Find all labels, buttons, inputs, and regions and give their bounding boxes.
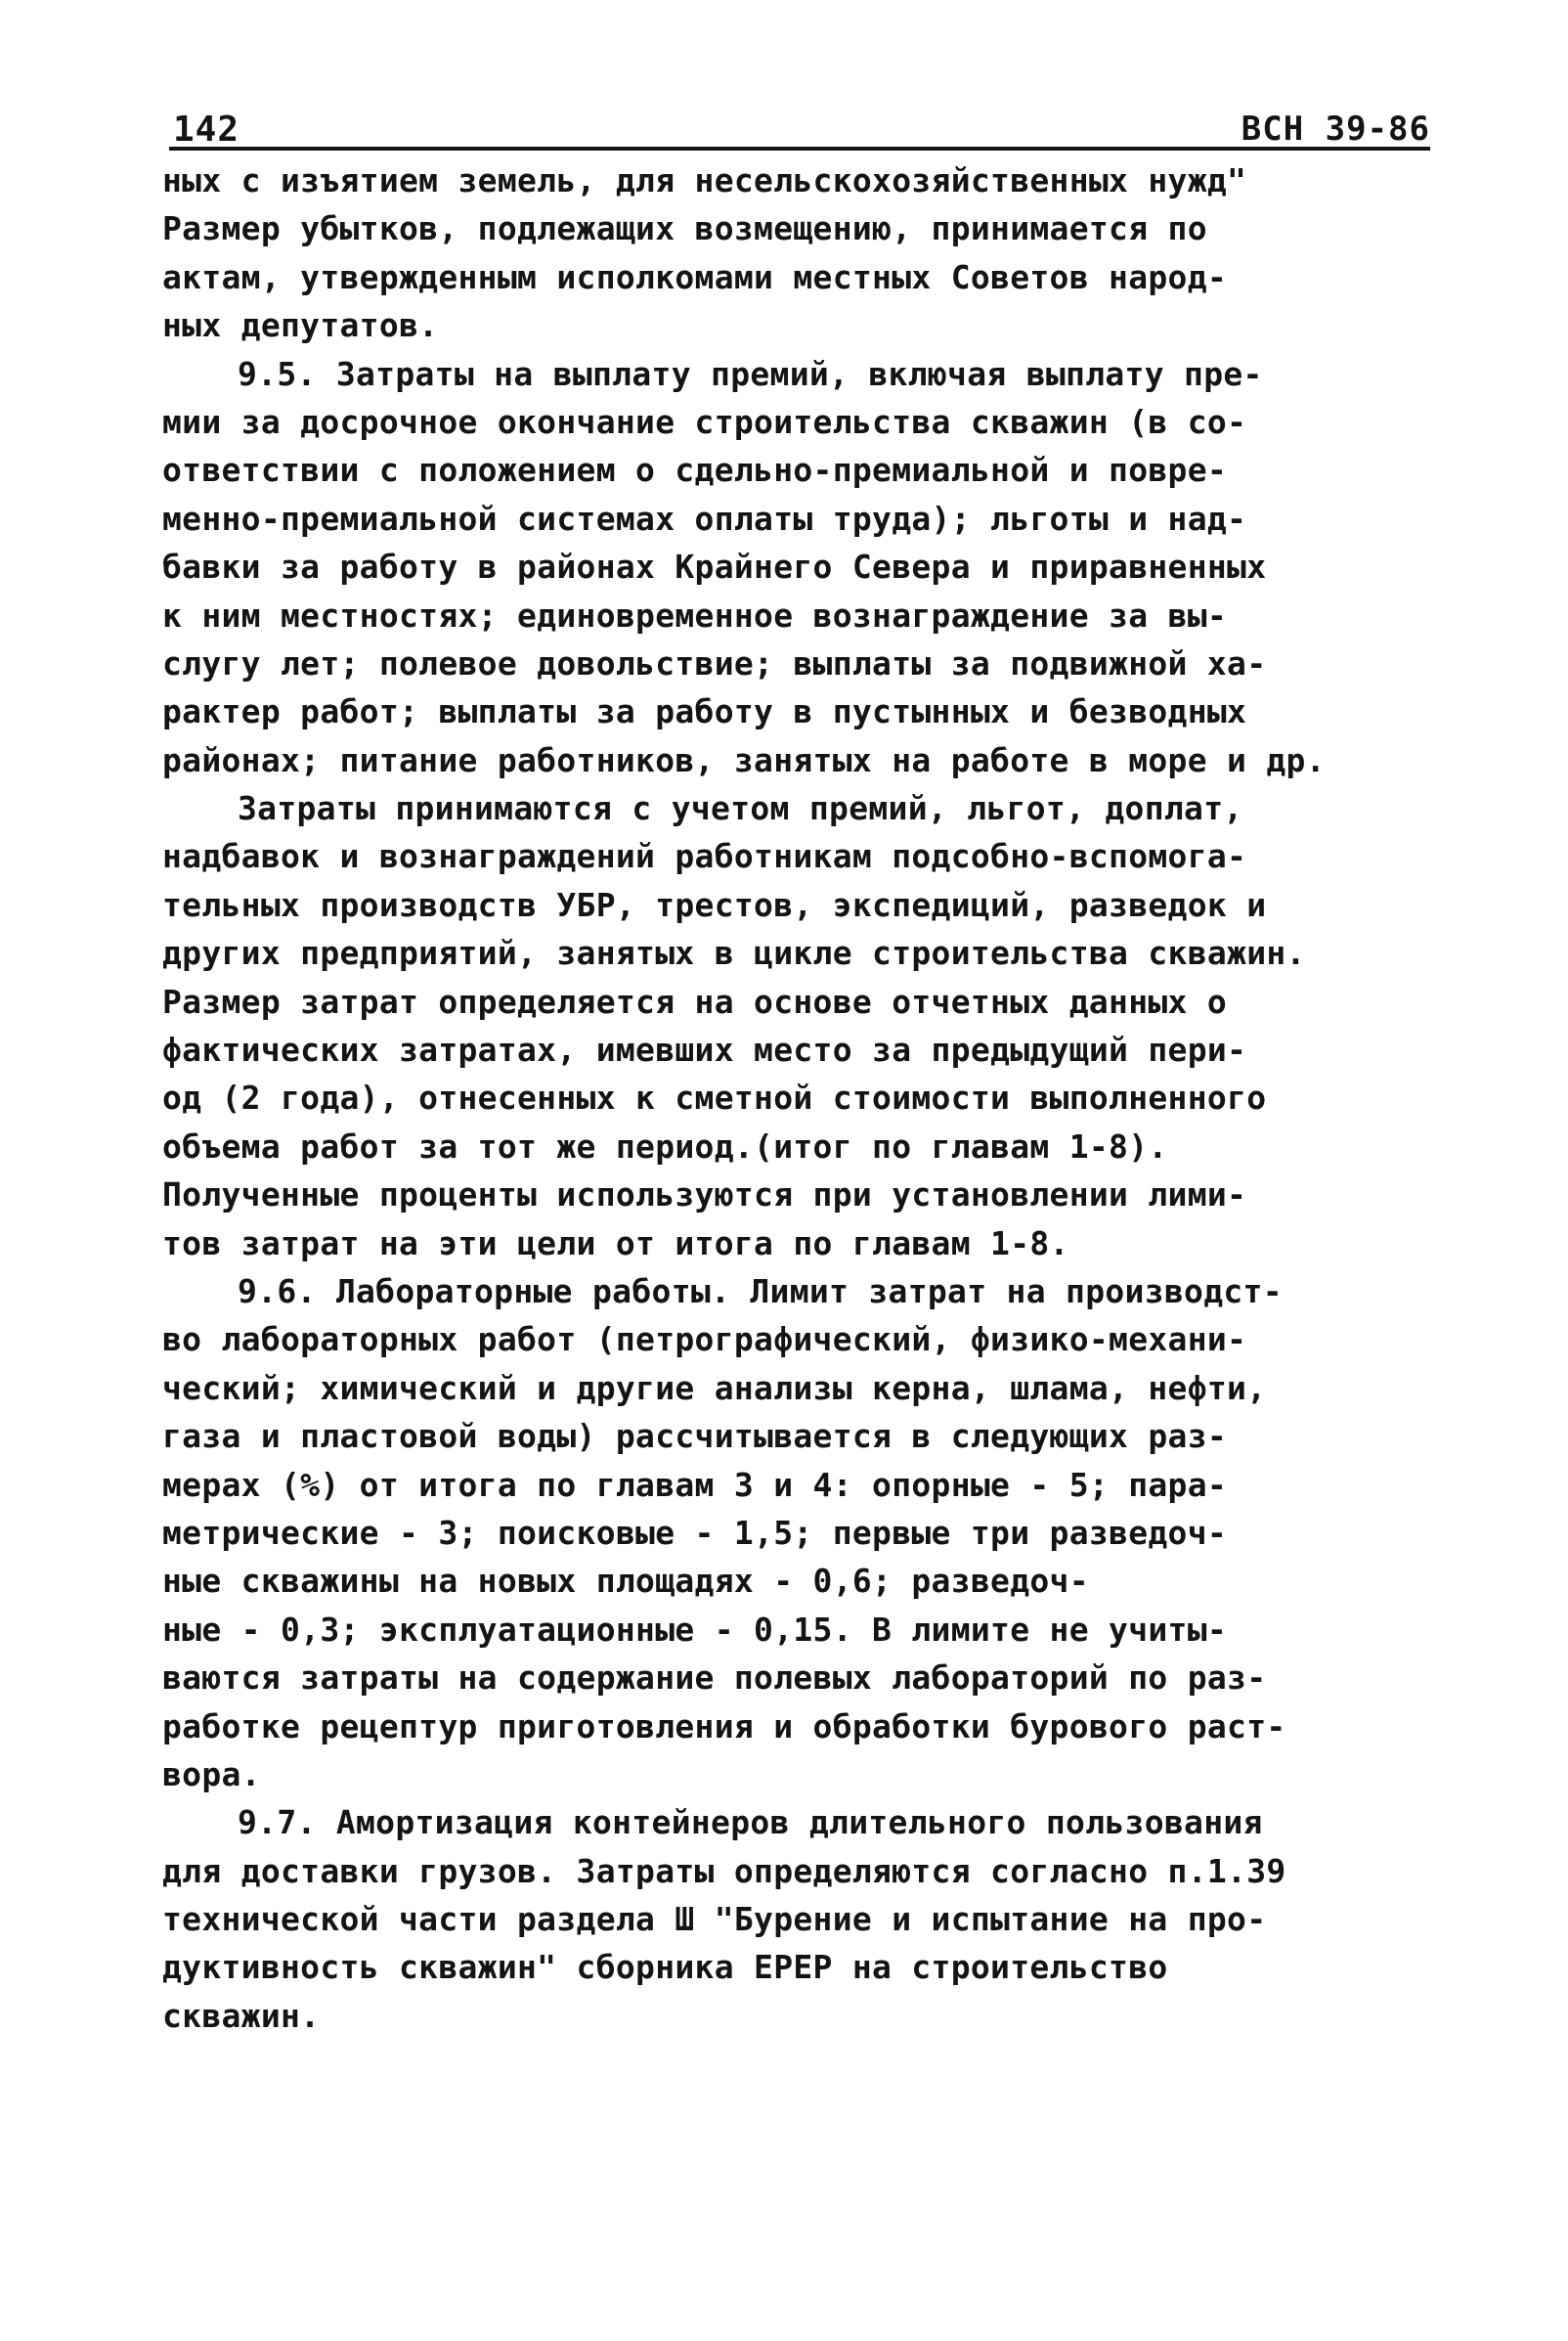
paragraph-9-5 — [162, 350, 1443, 785]
text-line: других предприятий, занятых в цикле строительства скважин. — [162, 934, 1306, 973]
text-line: вора. — [162, 1754, 261, 1793]
text-line: районах; питание работников, занятых на работе в море и др. — [162, 740, 1326, 779]
text-line: газа и пластовой воды) рассчитывается в следующих раз- — [162, 1417, 1228, 1456]
text-line: актам, утвержденным исполкомами местных Советов народ- — [162, 257, 1228, 296]
text-line: во лабораторных работ (петрографический, физико-механи- — [162, 1320, 1247, 1359]
text-line: слугу лет; полевое довольствие; выплаты за подвижной ха- — [162, 643, 1267, 683]
text-line: тов затрат на эти цели от итога по главам 1-8. — [162, 1223, 1069, 1262]
text-line: ные - 0,3; эксплуатационные - 0,15. В лимите не учиты- — [162, 1610, 1228, 1649]
text-line: од (2 года), отнесенных к сметной стоимости выполненного — [162, 1079, 1267, 1118]
text-line: ческий; химический и другие анализы керна, шлама, нефти, — [162, 1368, 1267, 1407]
text-line: ответствии с положением о сдельно-премиальной и повре- — [162, 451, 1228, 490]
text-line: ных депутатов. — [162, 306, 439, 345]
text-line: для доставки грузов. Затраты определяются согласно п.1.39 — [162, 1851, 1286, 1890]
text-line: ные скважины на новых площадях - 0,6; разведоч- — [162, 1562, 1089, 1601]
paragraph-continuation — [162, 156, 1443, 350]
text-line: к ним местностях; единовременное вознаграждение за вы- — [162, 596, 1228, 635]
text-line: Размер убытков, подлежащих возмещению, принимается по — [162, 209, 1207, 248]
text-line: мерах (%) от итога по главам 3 и 4: опорные - 5; пара- — [162, 1465, 1228, 1504]
text-line: технической части раздела Ш "Бурение и испытание на про- — [162, 1900, 1267, 1939]
paragraph-costs — [162, 784, 1443, 1267]
text-line: дуктивность скважин" сборника ЕРЕР на строительство — [162, 1948, 1168, 1987]
text-line: ных с изъятием земель, для несельскохозяйственных нужд" — [162, 161, 1247, 199]
text-line: бавки за работу в районах Крайнего Севера и приравненных — [162, 548, 1267, 587]
text-line: менно-премиальной системах оплаты труда); льготы и над- — [162, 499, 1247, 538]
text-line: 9.5. Затраты на выплату премий, включая выплату пре- — [238, 354, 1263, 393]
paragraph-9-6 — [162, 1267, 1443, 1798]
document-body — [162, 156, 1443, 2040]
text-line: 9.7. Амортизация контейнеров длительного пользования — [238, 1803, 1263, 1842]
text-line: ваются затраты на содержание полевых лабораторий по раз- — [162, 1658, 1267, 1698]
text-line: объема работ за тот же период.(итог по главам 1-8). — [162, 1126, 1168, 1166]
text-line: Размер затрат определяется на основе отчетных данных о — [162, 982, 1228, 1021]
text-line: мии за досрочное окончание строительства скважин (в со- — [162, 402, 1247, 441]
text-line: скважин. — [162, 1996, 321, 2035]
text-line: работке рецептур приготовления и обработки бурового раст- — [162, 1706, 1286, 1745]
text-line: надбавок и вознаграждений работникам подсобно-вспомога- — [162, 837, 1247, 876]
text-line: Затраты принимаются с учетом премий, льгот, доплат, — [238, 789, 1243, 828]
page-number: 142 — [173, 110, 240, 150]
text-line: Полученные проценты используются при установлении лими- — [162, 1175, 1247, 1215]
text-line: метрические - 3; поисковые - 1,5; первые три разведоч- — [162, 1513, 1228, 1552]
text-line: рактер работ; выплаты за работу в пустынных и безводных — [162, 692, 1247, 731]
text-line: 9.6. Лабораторные работы. Лимит затрат на производст- — [238, 1271, 1283, 1310]
text-line: тельных производств УБР, трестов, экспедиций, разведок и — [162, 885, 1267, 924]
text-line: фактических затратах, имевших место за предыдущий пери- — [162, 1031, 1247, 1070]
document-code: ВСН 39-86 — [1241, 110, 1430, 149]
page-header — [169, 106, 1430, 151]
paragraph-9-7 — [162, 1798, 1443, 2040]
